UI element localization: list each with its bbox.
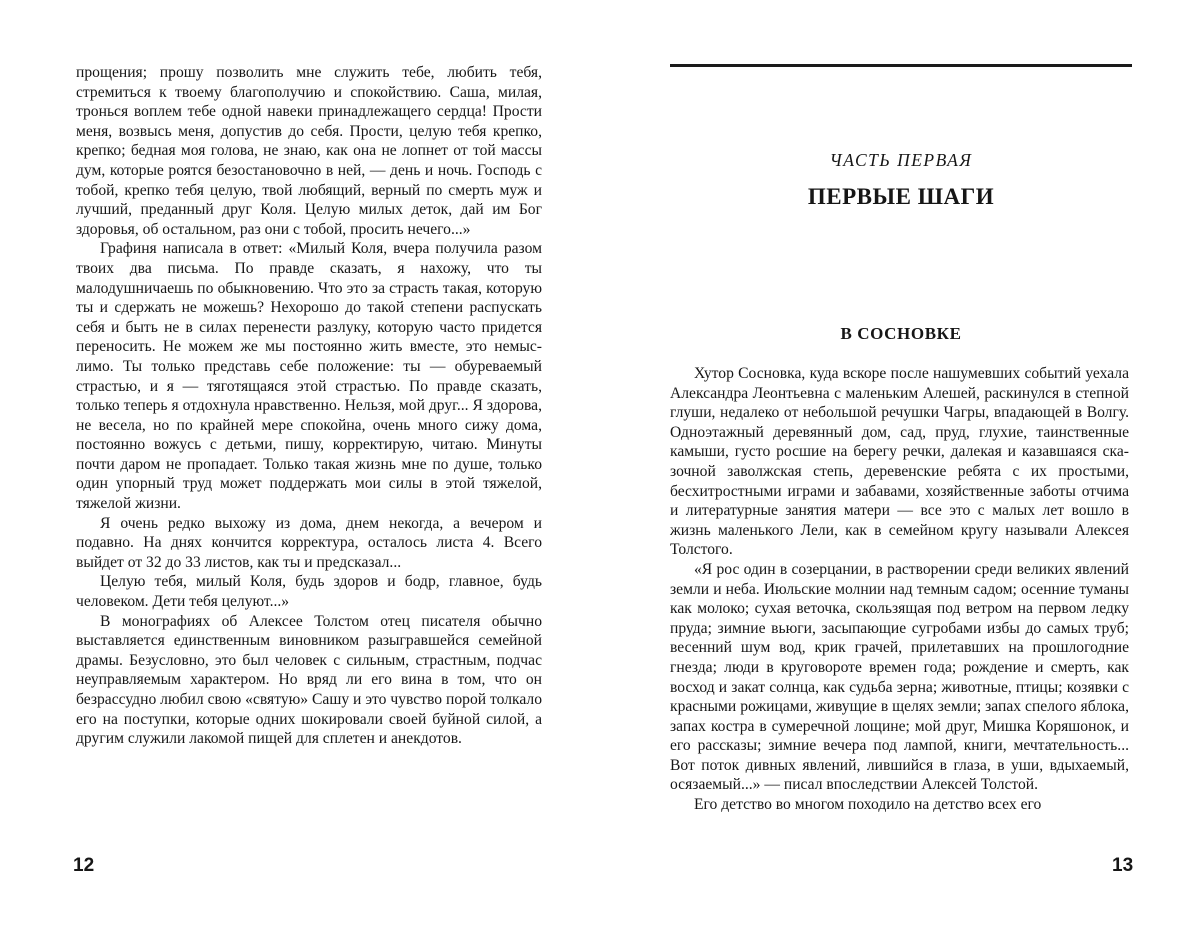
header-rule xyxy=(670,64,1132,67)
paragraph: «Я рос один в созерцании, в растворении среди великих явлений земли и неба. Июльские молнии над темным садом; осенние туманы как молоко; сухая веточка, скользящая под ветром на первом ледку пруда; зимние вьюги, засыпающие сугробами избы до самых труб; весенний шум вод, крик грачей, прилетавших на прошлогодние гнезда; люди в круговороте времен года; рождение и смерть, как восход и закат солнца, как судьба зерна; животные, птицы; козявки с красными рожицами, живущие в щелях земли; запах спелого яблока, запах костра в сумеречной лощине; мой друг, Мишка Коряшонок, и его рассказы; зимние вечера под лампой, книги, мечтательность... Вот поток дивных явлений, лившийся в глаза, в уши, вдыхаемый, осязаемый...» — писал впоследствии Алексей Толстой. xyxy=(670,560,1129,794)
right-page-text xyxy=(670,364,1129,815)
paragraph: Его детство во многом походило на детство всех его xyxy=(694,796,1042,814)
right-page xyxy=(600,0,1200,943)
paragraph: В монографиях об Алексее Толстом отец писателя обычно выставляется единственным виновником разыгравшейся семейной драмы. Безусловно, это был человек с сильным, страстным, подчас неуправляемым характером. Но вряд ли его вина в том, что он безрассудно любил свою «святую» Сашу и это чувство порой толкало его на поступки, которые одних шокировали своей буйной силой, а другим служили лакомой пищей для сплетен и анекдотов. xyxy=(76,612,542,748)
paragraph: Хутор Сосновка, куда вскоре после нашумевших событий уехала Александра Леонтьевна с маленьким Алешей, раскинулся в степной глуши, недалеко от небольшой речушки Чагры, впадающей в Волгу. Одноэтажный деревянный дом, сад, пруд, глухие, таинственные камыши, густо росшие на берегу речки, далекая и казавшаяся сказочной заволжская степь, деревенские ребята с их простыми, бесхитростными играми и забавами, хозяйственные заботы отчима и литературные занятия матери — все это с малых лет вошло в жизнь маленького Лели, как в семейном кругу называли Алексея Толстого. xyxy=(670,365,1129,559)
paragraph: Графиня написала в ответ: «Милый Коля, вчера получила разом твоих два письма. По правде сказать, я нахожу, что ты малодушничаешь по обыкновению. Что это за страсть такая, которую ты и сдержать не можешь? Нехорошо до такой степени распускать себя и быть не в силах перенести разлуку, которую часто придется переносить. Не можем же мы постоянно жить вместе, это немыслимо. Ты только представь себе положение: ты — обуреваемый страстью, и я — тяготящаяся этой страстью. По правде сказать, только теперь я отдохнула нравственно. Нельзя, мой друг... Я здорова, не весела, но по крайней мере спокойна, очень много сижу дома, постоянно вожусь с детьми, пишу, корректирую, читаю. Минуты почти даром не пропадает. Только такая жизнь мне по душе, только один упорный труд может поддержать мои силы в этой тяжелой, тяжелой жизни. xyxy=(76,240,542,513)
part-label: ЧАСТЬ ПЕРВАЯ xyxy=(829,150,973,170)
paragraph: Я очень редко выхожу из дома, днем некогда, а вечером и подавно. На днях кончится корректура, осталось листа 4. Всего выйдет от 32 до 33 листов, как ты и предсказал... xyxy=(76,514,542,571)
paragraph: прощения; прошу позволить мне служить тебе, любить тебя, стремиться к твоему благополучию и спокойствию. Саша, милая, тронься воплем тебе одной навеки принадлежащего сердца! Прости меня, возвысь меня, допустив до себя. Прости, целую тебя крепко, крепко; бедная моя голова, не знаю, как она не лопнет от той массы дум, которые роятся безостановочно в ней, — день и ночь. Господь с тобой, крепко тебя целую, твой любящий, верный по смерть муж и лучший, преданный друг Коля. Целую милых деток, дай им Бог здоровья, об остальном, раз они с тобой, просить нечего...» xyxy=(76,64,542,238)
left-page-text xyxy=(76,63,542,749)
book-title: ПЕРВЫЕ ШАГИ xyxy=(807,184,995,209)
paragraph: Целую тебя, милый Коля, будь здоров и бодр, главное, будь человеком. Дети тебя целуют...» xyxy=(76,573,542,611)
chapter-title: В СОСНОВКЕ xyxy=(840,324,962,343)
page-number: 13 xyxy=(1112,855,1134,876)
page-number: 12 xyxy=(73,855,95,876)
